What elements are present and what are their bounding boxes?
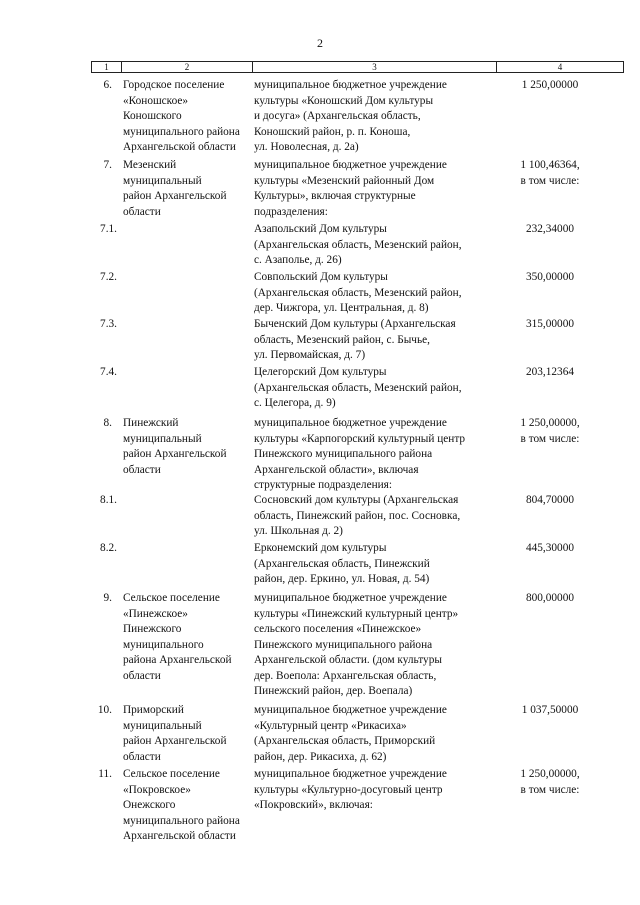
row-number: 6. [103,79,112,91]
row-amount: 350,00000 [525,271,574,283]
row-description: муниципальное бюджетное учреждение культуры «Мезенский районный Дом Культуры», включая структурные подразделения: [254,159,447,218]
row-organization: Приморский муниципальный район Архангельской области [123,704,227,763]
header-col-1: 1 [92,62,122,72]
row-amount: 1 250,00000 [521,79,579,91]
table-header [91,61,624,73]
row-number: 7.3. [100,318,117,330]
row-description: муниципальное бюджетное учреждение «Культурный центр «Рикасиха» (Архангельская область, Приморский район, дер. Рикасиха, д. 62) [254,704,447,763]
row-description: Сосновский дом культуры (Архангельская область, Пинежский район, пос. Сосновка, ул. Школьная д. 2) [254,494,461,537]
row-amount: 1 250,00000, в том числе: [520,417,580,445]
row-number: 8. [103,417,112,429]
row-description: Ерконемский дом культуры (Архангельская область, Пинежский район, дер. Еркино, ул. Новая, д. 54) [254,542,430,585]
row-description: муниципальное бюджетное учреждение культуры «Пинежский культурный центр» сельского поселения «Пинежское» Пинежского муниципального района Архангельской области. (дом культуры дер. Воепола: Архангельская область, Пинежский район, дер. Воепала) [254,592,459,697]
row-amount: 1 037,50000 [521,704,579,716]
row-description: муниципальное бюджетное учреждение культуры «Культурно-досуговый центр «Покровский», включая: [254,768,447,811]
row-number: 7.4. [100,366,117,378]
header-col-3: 3 [253,62,497,72]
row-amount: 203,12364 [525,366,574,378]
row-number: 8.2. [100,542,117,554]
row-organization: Сельское поселение «Пинежское» Пинежского муниципального района Архангельской области [123,592,232,682]
header-col-4: 4 [557,62,563,72]
row-number: 11. [98,768,112,780]
row-organization: Городское поселение «Коношское» Коношского муниципального района Архангельской области [123,79,240,153]
row-number: 7.2. [100,271,117,283]
row-number: 8.1. [100,494,117,506]
row-number: 7. [103,159,112,171]
row-description: муниципальное бюджетное учреждение культуры «Карпогорский культурный центр Пинежского муниципального района Архангельской области», включая структурные подразделения: [254,417,466,491]
row-organization: Сельское поселение «Покровское» Онежского муниципального района Архангельской области [123,768,240,842]
row-amount: 232,34000 [525,223,574,235]
row-amount: 1 250,00000, в том числе: [520,768,580,796]
row-amount: 445,30000 [525,542,574,554]
row-description: Азапольский Дом культуры (Архангельская область, Мезенский район, с. Азаполье, д. 26) [254,223,462,266]
row-description: муниципальное бюджетное учреждение культуры «Коношский Дом культуры и досуга» (Архангельская область, Коношский район, р. п. Коноша, ул. Новолесная, д. 2а) [254,79,447,153]
page-number: 2 [317,36,323,50]
row-amount: 800,00000 [525,592,574,604]
row-number: 10. [97,704,112,716]
row-description: Быченский Дом культуры (Архангельская область, Мезенский район, с. Бычье, ул. Первомайская, д. 7) [254,318,456,361]
row-amount: 315,00000 [525,318,574,330]
row-description: Целегорский Дом культуры (Архангельская область, Мезенский район, с. Целегора, д. 9) [254,366,462,409]
row-amount: 1 100,46364, в том числе: [520,159,580,187]
row-number: 7.1. [100,223,117,235]
header-col-2: 2 [122,62,253,72]
row-amount: 804,70000 [525,494,574,506]
row-number: 9. [103,592,112,604]
row-organization: Мезенский муниципальный район Архангельской области [123,159,227,218]
row-organization: Пинежский муниципальный район Архангельской области [123,417,227,476]
row-description: Совпольский Дом культуры (Архангельская область, Мезенский район, дер. Чижгора, ул. Центральная, д. 8) [254,271,462,314]
